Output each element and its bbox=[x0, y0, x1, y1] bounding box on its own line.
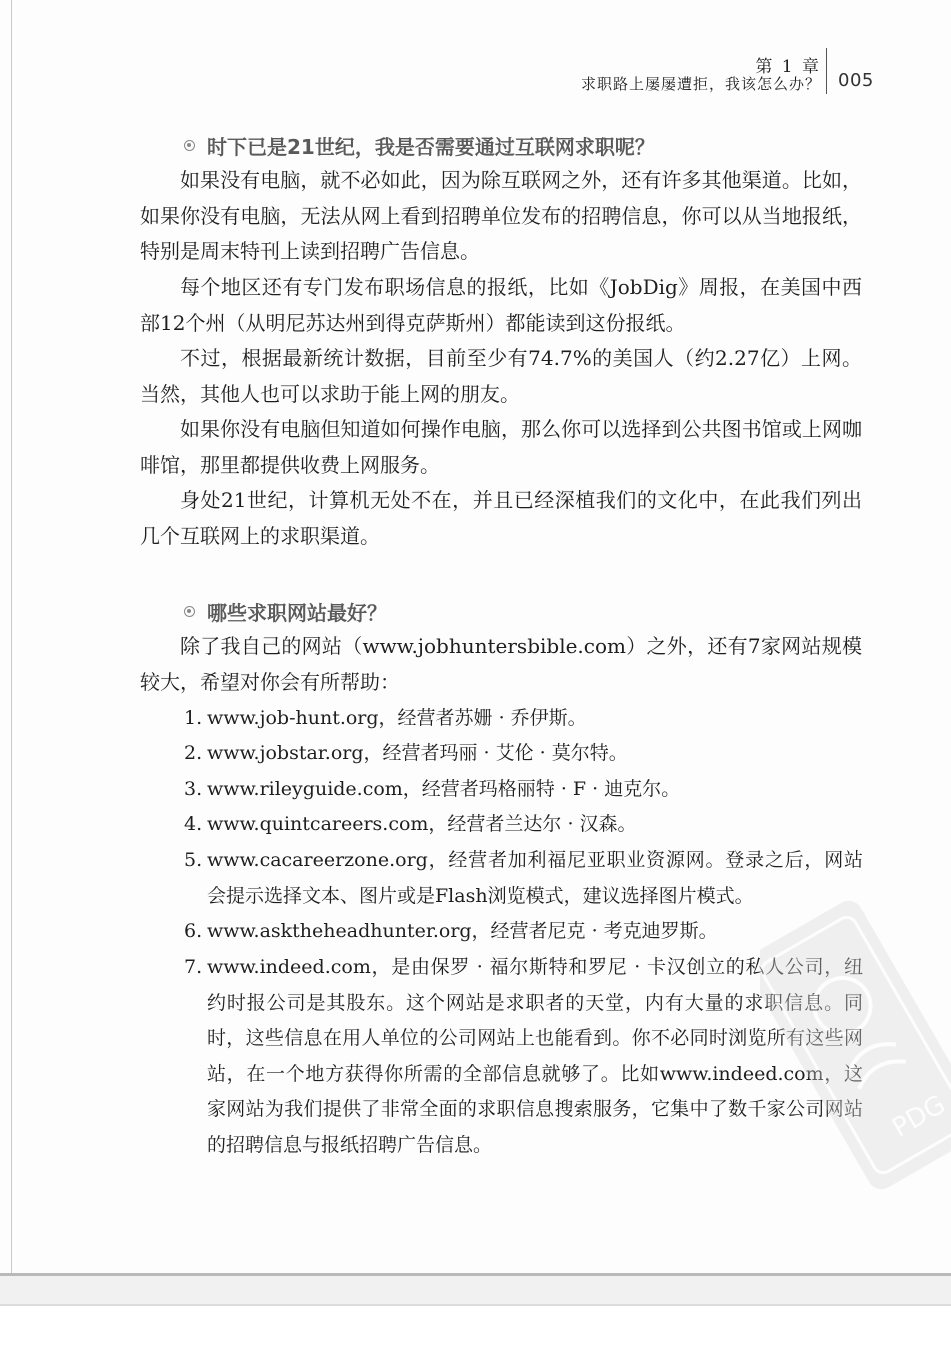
list-item bbox=[184, 843, 863, 914]
paragraph: 不过，根据最新统计数据，目前至少有74.7%的美国人（约2.27亿）上网。当然，其他人也可以求助于能上网的朋友。 bbox=[140, 346, 862, 406]
list-number: 4. bbox=[184, 813, 203, 835]
scan-bottom-margin bbox=[0, 1273, 951, 1304]
list-text: www.jobstar.org，经营者玛丽 · 艾伦 · 莫尔特。 bbox=[207, 742, 628, 764]
list-text: www.indeed.com，是由保罗 · 福尔斯特和罗尼 · 卡汉创立的私人公司，纽约时报公司是其股东。这个网站是求职者的天堂，内有大量的求职信息。同时，这些信息在用人单位的公司网站上也能看到。你不必同时浏览所有这些网站，在一个地方获得你所需的全部信息就够了。比如www.indeed.com，这家网站为我们提供了非常全面的求职信息搜索服务，它集中了数千家公司网站的招聘信息与报纸招聘广告信息。 bbox=[207, 956, 863, 1156]
list-number: 3. bbox=[184, 778, 203, 800]
list-item bbox=[184, 807, 863, 843]
paragraph: 身处21世纪，计算机无处不在，并且已经深植我们的文化中，在此我们列出几个互联网上的求职渠道。 bbox=[140, 488, 862, 548]
list-text: www.quintcareers.com，经营者兰达尔 · 汉森。 bbox=[207, 813, 637, 835]
list-text: www.asktheheadhunter.org，经营者尼克 · 考克迪罗斯。 bbox=[207, 920, 718, 942]
list-number: 7. bbox=[184, 956, 203, 978]
section-heading-text: 哪些求职网站最好？ bbox=[207, 601, 387, 625]
list-item bbox=[184, 914, 863, 950]
list-number: 2. bbox=[184, 742, 203, 764]
list-number: 6. bbox=[184, 920, 203, 942]
section-heading-text: 时下已是21世纪，我是否需要通过互联网求职呢？ bbox=[207, 135, 655, 159]
page-number: 005 bbox=[838, 70, 874, 91]
paragraph: 如果没有电脑，就不必如此，因为除互联网之外，还有许多其他渠道。比如，如果你没有电脑，无法从网上看到招聘单位发布的招聘信息，你可以从当地报纸，特别是周末特刊上读到招聘广告信息。 bbox=[140, 168, 862, 264]
page-edge-line bbox=[11, 0, 12, 1275]
list-item bbox=[184, 701, 863, 737]
bullet-circle-icon bbox=[184, 606, 195, 617]
list-item bbox=[184, 736, 863, 772]
list-text: www.job-hunt.org，经营者苏姗 · 乔伊斯。 bbox=[207, 707, 587, 729]
list-text: www.cacareerzone.org，经营者加利福尼亚职业资源网。登录之后，网站会提示选择文本、图片或是Flash浏览模式，建议选择图片模式。 bbox=[207, 849, 863, 907]
list-number: 1. bbox=[184, 707, 203, 729]
paragraph: 除了我自己的网站（www.jobhuntersbible.com）之外，还有7家网站规模较大，希望对你会有所帮助： bbox=[140, 634, 862, 694]
list-number: 5. bbox=[184, 849, 203, 871]
watermark-label: PDG bbox=[887, 1089, 951, 1144]
header-divider bbox=[826, 48, 827, 94]
section-heading bbox=[184, 131, 655, 160]
list-item bbox=[184, 772, 863, 808]
paragraph: 如果你没有电脑但知道如何操作电脑，那么你可以选择到公共图书馆或上网咖啡馆，那里都提供收费上网服务。 bbox=[140, 417, 862, 477]
paragraph: 每个地区还有专门发布职场信息的报纸，比如《JobDig》周报，在美国中西部12个州（从明尼苏达州到得克萨斯州）都能读到这份报纸。 bbox=[140, 275, 862, 335]
running-header-chapter: 第 1 章 bbox=[755, 57, 821, 77]
bullet-circle-icon bbox=[184, 140, 195, 151]
running-header-title: 求职路上屡屡遭拒，我该怎么办？ bbox=[580, 75, 821, 93]
section-heading bbox=[184, 597, 387, 626]
list-item bbox=[184, 950, 863, 1164]
list-text: www.rileyguide.com，经营者玛格丽特 · F · 迪克尔。 bbox=[207, 778, 681, 800]
